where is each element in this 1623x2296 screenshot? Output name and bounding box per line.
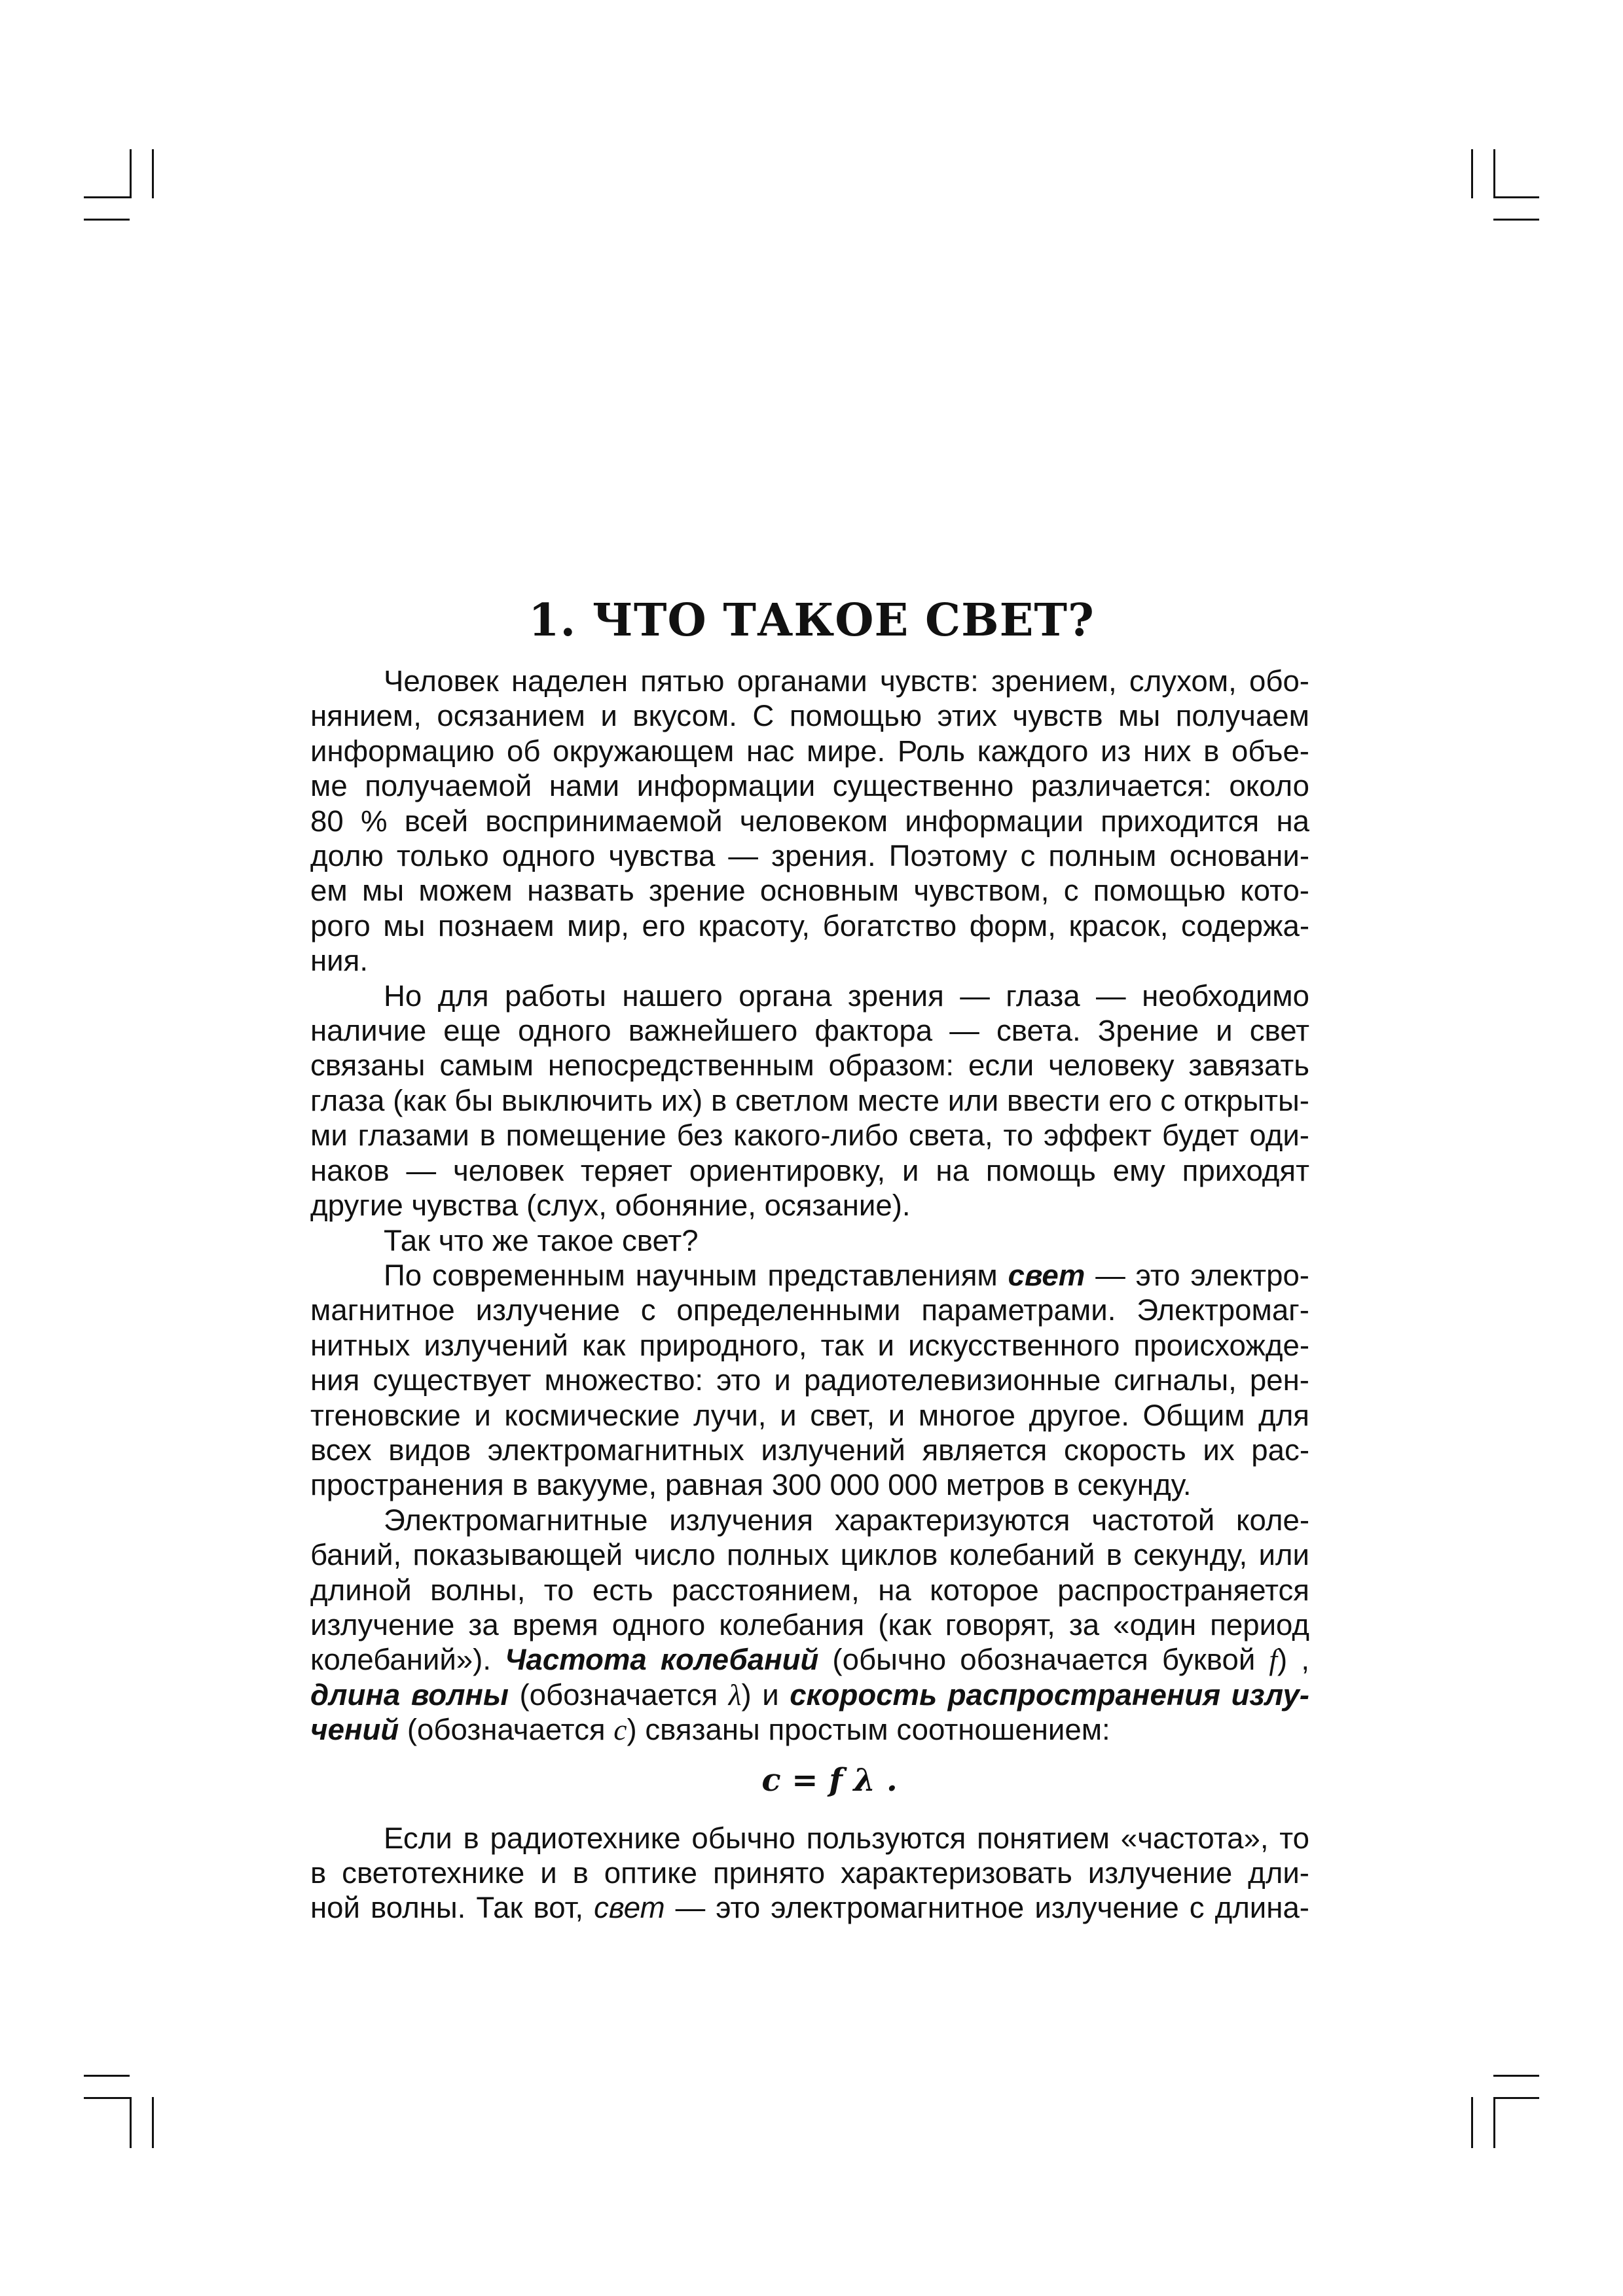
formula: c = f λ . bbox=[761, 1761, 898, 1799]
text-line: связаны самым непосредственным образом: если человеку завязать bbox=[310, 1049, 1309, 1083]
text-line: 80 % всей воспринимаемой человеком информации приходится на bbox=[310, 804, 1309, 838]
text-run: (обычно обозначается буквой bbox=[818, 1643, 1269, 1677]
text-line: Но для работы нашего органа зрения — глаза — необходимо bbox=[384, 978, 1309, 1013]
text-line: тгеновские и космические лучи, и свет, и многое другое. Общим для bbox=[310, 1398, 1309, 1432]
crop-mark bbox=[1493, 2097, 1495, 2148]
text-run: — это электромагнитное излучение с длина- bbox=[665, 1891, 1309, 1925]
term-light: свет bbox=[1008, 1258, 1085, 1292]
crop-mark bbox=[1493, 2097, 1539, 2099]
paragraph bbox=[310, 978, 1309, 1223]
text-run: ) связаны простым соотношением: bbox=[627, 1713, 1110, 1747]
paragraph bbox=[310, 1503, 1309, 1748]
paragraph bbox=[310, 664, 1309, 978]
crop-mark bbox=[152, 149, 154, 198]
text-run: ) , bbox=[1277, 1643, 1309, 1677]
paragraph bbox=[310, 1223, 1309, 1258]
text-line: ме получаемой нами информации существенно различается: около bbox=[310, 769, 1309, 803]
text-line: Так что же такое свет? bbox=[384, 1223, 699, 1257]
symbol-f: f bbox=[1269, 1643, 1278, 1677]
crop-mark bbox=[84, 196, 130, 198]
text-line: ем мы можем назвать зрение основным чувством, с помощью кото- bbox=[310, 874, 1309, 908]
text-line bbox=[310, 1677, 1309, 1712]
text-line: ми глазами в помещение без какого-либо света, то эффект будет оди- bbox=[310, 1119, 1309, 1153]
crop-mark bbox=[152, 2097, 154, 2148]
text-line: магнитное излучение с определенными параметрами. Электромаг- bbox=[310, 1293, 1309, 1327]
text-line: излучение за время одного колебания (как говорят, за «один период bbox=[310, 1607, 1309, 1641]
text-run: (обозначается bbox=[399, 1713, 614, 1747]
page-title: 1. ЧТО ТАКОЕ СВЕТ? bbox=[528, 594, 1095, 647]
text-line: рого мы познаем мир, его красоту, богатство форм, красок, содержа- bbox=[310, 908, 1309, 942]
crop-mark bbox=[84, 2097, 130, 2099]
text-line: нянием, осязанием и вкусом. С помощью этих чувств мы получаем bbox=[310, 699, 1309, 733]
text-line: Человек наделен пятью органами чувств: зрением, слухом, обо- bbox=[384, 664, 1309, 698]
crop-mark bbox=[1493, 2075, 1539, 2077]
text-line: долю только одного чувства — зрения. Поэтому с полным основани- bbox=[310, 839, 1309, 873]
text-line: в светотехнике и в оптике принято характеризовать излучение дли- bbox=[310, 1856, 1309, 1890]
term-light-italic: свет bbox=[594, 1891, 665, 1925]
term-wavelength: длина волны bbox=[310, 1677, 509, 1712]
text-line: всех видов электромагнитных излучений является скорость их рас- bbox=[310, 1433, 1309, 1467]
body-text bbox=[310, 664, 1309, 1926]
paragraph bbox=[310, 1821, 1309, 1926]
symbol-c: c bbox=[613, 1713, 627, 1747]
term-speed: скорость распространения излу- bbox=[790, 1677, 1309, 1712]
text-line bbox=[310, 1712, 1309, 1747]
crop-mark bbox=[1493, 149, 1495, 198]
symbol-lambda: λ bbox=[728, 1677, 742, 1712]
crop-mark bbox=[84, 2075, 130, 2077]
term-frequency: Частота колебаний bbox=[505, 1643, 819, 1677]
paragraph bbox=[310, 1258, 1309, 1503]
text-line: наличие еще одного важнейшего фактора — света. Зрение и свет bbox=[310, 1014, 1309, 1048]
text-line: информацию об окружающем нас мире. Роль каждого из них в объе- bbox=[310, 734, 1309, 768]
text-line bbox=[310, 1258, 1309, 1293]
text-line: ния существует множество: это и радиотелевизионные сигналы, рен- bbox=[310, 1363, 1309, 1397]
text-line: другие чувства (слух, обоняние, осязание). bbox=[310, 1189, 911, 1223]
text-line bbox=[310, 1890, 1309, 1925]
crop-mark bbox=[1471, 149, 1473, 198]
crop-mark bbox=[1493, 219, 1539, 221]
text-line: ния. bbox=[310, 944, 369, 978]
text-run: — это электро- bbox=[1085, 1258, 1309, 1292]
crop-mark bbox=[1493, 196, 1539, 198]
text-run: (обозначается bbox=[508, 1677, 729, 1712]
text-line: пространения в вакууме, равная 300 000 000 метров в секунду. bbox=[310, 1468, 1192, 1502]
text-line: глаза (как бы выключить их) в светлом месте или ввести его с открыты- bbox=[310, 1083, 1309, 1117]
text-run: ) и bbox=[741, 1677, 790, 1712]
text-line: Электромагнитные излучения характеризуются частотой коле- bbox=[384, 1503, 1309, 1537]
text-run: По современным научным представлениям bbox=[384, 1258, 1008, 1292]
text-line: наков — человек теряет ориентировку, и на помощь ему приходят bbox=[310, 1153, 1309, 1187]
text-run: ной волны. Так вот, bbox=[310, 1891, 594, 1925]
text-line bbox=[310, 1642, 1309, 1677]
text-line: Если в радиотехнике обычно пользуются понятием «частота», то bbox=[384, 1821, 1309, 1855]
text-line: нитных излучений как природного, так и искусственного происхожде- bbox=[310, 1328, 1309, 1362]
text-line: длиной волны, то есть расстоянием, на которое распространяется bbox=[310, 1573, 1309, 1607]
text-line: баний, показывающей число полных циклов колебаний в секунду, или bbox=[310, 1538, 1309, 1572]
text-run: колебаний»). bbox=[310, 1643, 505, 1677]
crop-mark bbox=[1471, 2097, 1473, 2148]
crop-mark bbox=[130, 2097, 132, 2148]
crop-mark bbox=[130, 149, 132, 198]
crop-mark bbox=[84, 219, 130, 221]
term-speed-cont: чений bbox=[310, 1713, 399, 1747]
